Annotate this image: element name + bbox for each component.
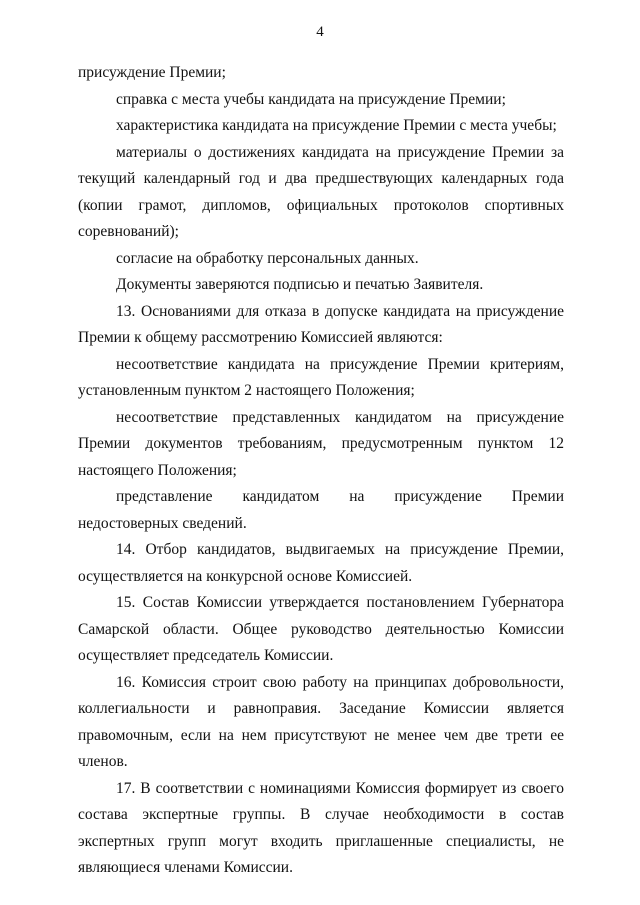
paragraph: 15. Состав Комиссии утверждается постановлением Губернатора Самарской области. Общее руководство деятельностью Комиссии осуществляет председатель Комиссии. [78, 594, 564, 664]
paragraph: 17. В соответствии с номинациями Комиссия формирует из своего состава экспертные группы. В случае необходимости в состав экспертных групп могут входить приглашенные специалисты, не являющиеся членами Комиссии. [78, 779, 564, 876]
paragraph: согласие на обработку персональных данных. [116, 249, 419, 267]
paragraph: 14. Отбор кандидатов, выдвигаемых на присуждение Премии, осуществляется на конкурсной основе Комиссией. [78, 541, 564, 585]
paragraph: характеристика кандидата на присуждение Премии с места учебы; [116, 117, 557, 134]
paragraph: 16. Комиссия строит свою работу на принципах добровольности, коллегиальности и равноправия. Заседание Комиссии является правомочным, если на нем присутствуют не менее чем две трети ее членов. [78, 673, 564, 770]
document-body [78, 60, 564, 882]
paragraph: материалы о достижениях кандидата на присуждение Премии за текущий календарный год и два предшествующих календарных года (копии грамот, дипломов, официальных протоколов спортивных соревнований); [78, 143, 564, 240]
paragraph: справка с места учебы кандидата на присуждение Премии; [116, 90, 506, 108]
paragraph: Документы заверяются подписью и печатью Заявителя. [116, 276, 484, 293]
paragraph: представление кандидатом на присуждение Премии недостоверных сведений. [78, 488, 564, 532]
paragraph: несоответствие кандидата на присуждение Премии критериям, установленным пунктом 2 настоящего Положения; [78, 355, 564, 399]
page-number: 4 [316, 24, 324, 40]
paragraph: присуждение Премии; [78, 64, 226, 81]
paragraph: несоответствие представленных кандидатом на присуждение Премии документов требованиям, предусмотренным пунктом 12 настоящего Положения; [78, 408, 564, 479]
paragraph: 13. Основаниями для отказа в допуске кандидата на присуждение Премии к общему рассмотрению Комиссией являются: [78, 302, 564, 346]
